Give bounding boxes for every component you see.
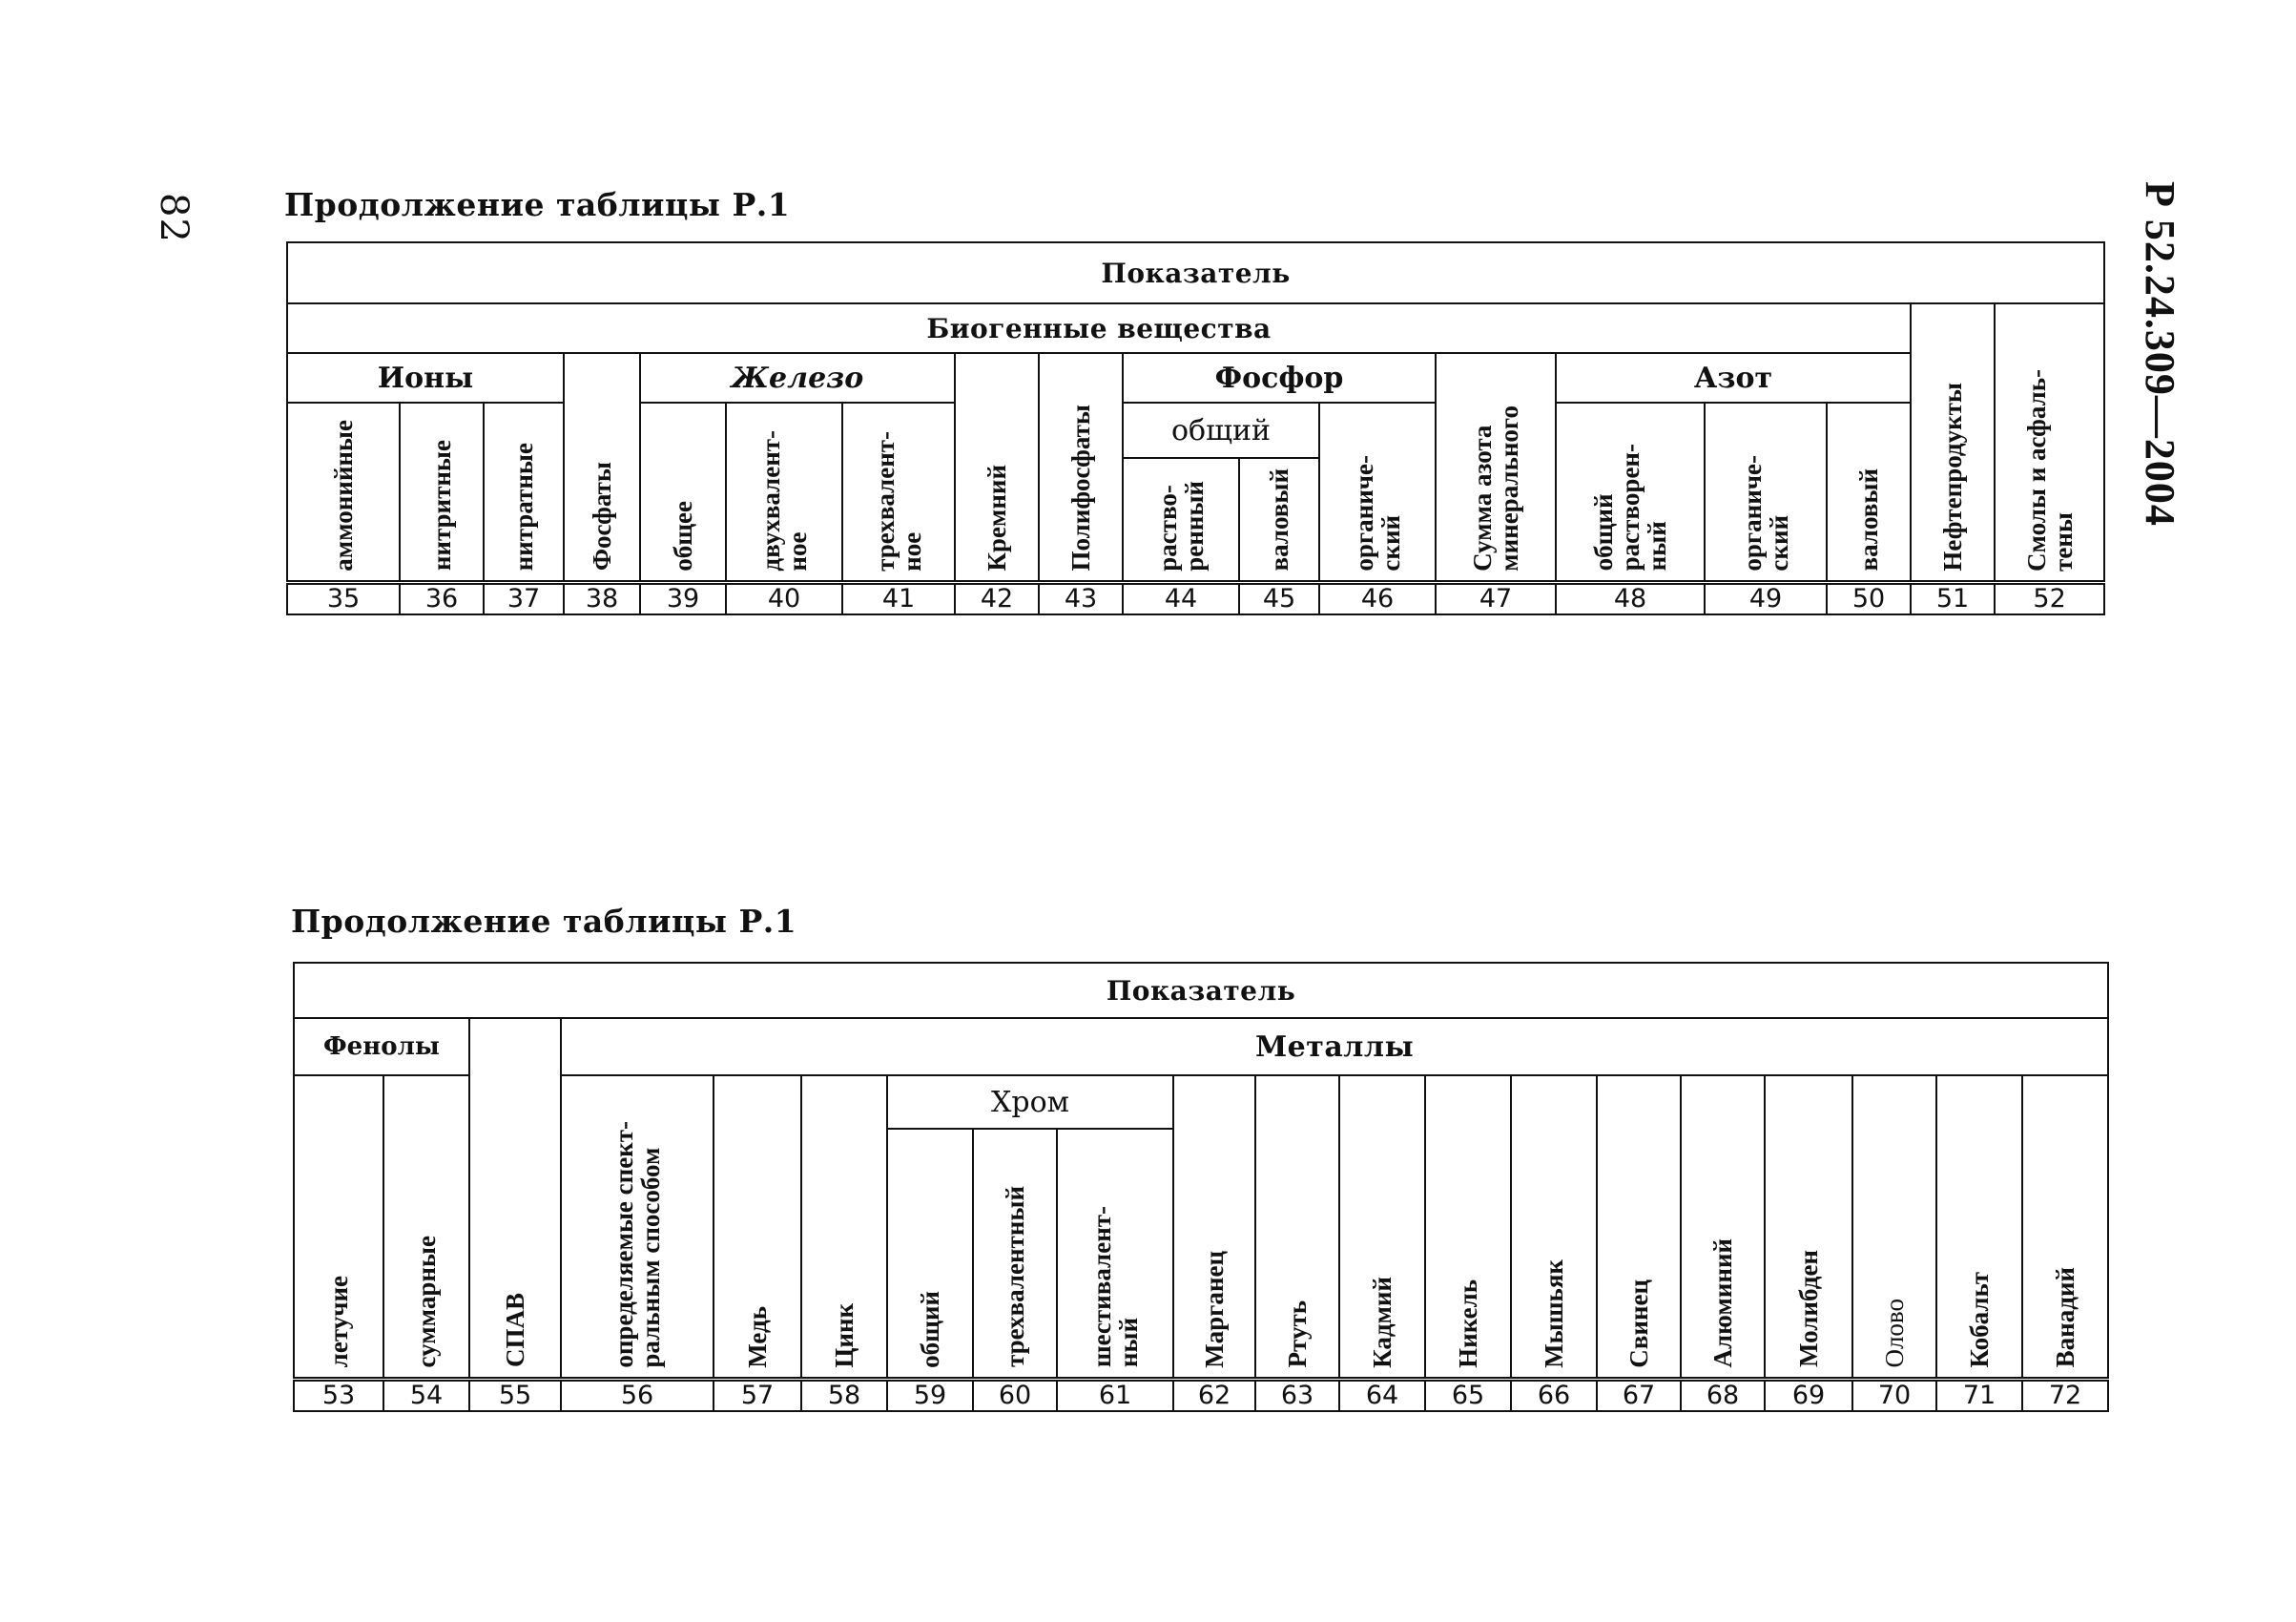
num-72: 72 [2022, 1379, 2108, 1411]
col-62-label: Марганец [1200, 1250, 1229, 1368]
col-61 [1057, 1129, 1173, 1379]
col-65-label: Никель [1454, 1279, 1482, 1368]
num-70: 70 [1852, 1379, 1936, 1411]
col-52-label: Смолы и асфаль- тены [2021, 368, 2078, 572]
col-58 [801, 1075, 887, 1379]
col-64-label: Кадмий [1368, 1276, 1396, 1368]
col-44-label: раство- ренный [1153, 480, 1209, 572]
num-66: 66 [1511, 1379, 1597, 1411]
group-iron: Железо [640, 353, 955, 403]
num-65: 65 [1425, 1379, 1511, 1411]
col-52 [1995, 303, 2104, 582]
col-55-label: СПАВ [501, 1293, 529, 1368]
num-62: 62 [1173, 1379, 1255, 1411]
num-61: 61 [1057, 1379, 1173, 1411]
col-37-label: нитратные [509, 443, 538, 572]
col-36 [400, 403, 484, 582]
num-55: 55 [469, 1379, 561, 1411]
col-55 [469, 1018, 561, 1379]
col-57 [714, 1075, 801, 1379]
num-59: 59 [887, 1379, 973, 1411]
col-47-label: Сумма азота минерального [1468, 405, 1523, 572]
col-38 [564, 353, 640, 582]
num-58: 58 [801, 1379, 887, 1411]
group-ions: Ионы [287, 353, 564, 403]
col-48-label: общий раствoрен- ный [1589, 444, 1671, 572]
table2 [293, 962, 2109, 1412]
col-69 [1765, 1075, 1852, 1379]
col-69-label: Молибден [1794, 1250, 1823, 1368]
col-50-label: валовый [1854, 468, 1883, 572]
col-60-label: трехвалентный [1001, 1186, 1029, 1368]
table1 [286, 241, 2105, 615]
num-64: 64 [1339, 1379, 1425, 1411]
col-46 [1319, 403, 1436, 582]
num-54: 54 [383, 1379, 469, 1411]
num-69: 69 [1765, 1379, 1852, 1411]
col-37 [484, 403, 564, 582]
col-70 [1852, 1075, 1936, 1379]
col-57-label: Медь [743, 1305, 772, 1368]
col-35 [287, 403, 400, 582]
col-43-label: Полифосфаты [1066, 405, 1095, 572]
col-44 [1123, 458, 1239, 582]
col-41 [842, 403, 955, 582]
col-50 [1827, 403, 1911, 582]
col-40 [726, 403, 842, 582]
num-45: 45 [1239, 582, 1319, 614]
col-39 [640, 403, 726, 582]
num-68: 68 [1681, 1379, 1765, 1411]
col-71 [1936, 1075, 2022, 1379]
num-71: 71 [1936, 1379, 2022, 1411]
group-biogenic: Биогенные вещества [287, 303, 1911, 353]
col-59 [887, 1129, 973, 1379]
col-42-label: Кремний [983, 464, 1011, 572]
col-58-label: Цинк [830, 1302, 858, 1368]
col-61-label: шестивалент- ный [1087, 1206, 1143, 1368]
num-57: 57 [714, 1379, 801, 1411]
group-chrome: Хром [887, 1075, 1173, 1129]
col-63-label: Ртуть [1283, 1300, 1312, 1368]
num-67: 67 [1597, 1379, 1681, 1411]
col-68-label: Алюминий [1708, 1237, 1737, 1368]
group-metals: Металлы [561, 1018, 2108, 1075]
num-63: 63 [1255, 1379, 1339, 1411]
num-60: 60 [973, 1379, 1057, 1411]
page-number: 82 [152, 193, 196, 243]
col-41-label: трехвалент- ное [871, 430, 926, 572]
col-53-label: летучие [324, 1276, 353, 1368]
col-64 [1339, 1075, 1425, 1379]
col-47 [1436, 353, 1556, 582]
num-49: 49 [1705, 582, 1827, 614]
group-phenols: Фенолы [294, 1018, 469, 1075]
table1-caption: Продолжение таблицы Р.1 [284, 186, 791, 223]
col-48 [1556, 403, 1705, 582]
num-37: 37 [484, 582, 564, 614]
table2-caption: Продолжение таблицы Р.1 [291, 903, 797, 940]
num-43: 43 [1039, 582, 1123, 614]
col-45 [1239, 458, 1319, 582]
col-42 [955, 353, 1039, 582]
group-phosphorus: Фосфор [1123, 353, 1436, 403]
col-49-label: органиче- ский [1738, 454, 1793, 572]
group-nitrogen: Азот [1556, 353, 1911, 403]
col-62 [1173, 1075, 1255, 1379]
num-46: 46 [1319, 582, 1436, 614]
col-65 [1425, 1075, 1511, 1379]
num-56: 56 [561, 1379, 714, 1411]
col-66 [1511, 1075, 1597, 1379]
col-68 [1681, 1075, 1765, 1379]
document-code: Р 52.24.309—2004 [2137, 181, 2183, 527]
table1-number-row [287, 582, 2104, 614]
num-52: 52 [1995, 582, 2104, 614]
num-47: 47 [1436, 582, 1556, 614]
num-38: 38 [564, 582, 640, 614]
col-72 [2022, 1075, 2108, 1379]
col-54 [383, 1075, 469, 1379]
col-63 [1255, 1075, 1339, 1379]
col-51-label: Нефтепродукты [1938, 382, 1967, 572]
col-71-label: Кобальт [1965, 1271, 1994, 1368]
col-40-label: двухвалент- ное [756, 429, 812, 572]
col-66-label: Мышьяк [1540, 1258, 1568, 1368]
col-49 [1705, 403, 1827, 582]
table1-header: Показатель [287, 242, 2104, 303]
col-54-label: суммарные [412, 1235, 441, 1368]
col-56-label: определяемые спект- ральным способом [610, 1120, 665, 1368]
col-38-label: Фосфаты [588, 462, 616, 572]
num-53: 53 [294, 1379, 383, 1411]
num-44: 44 [1123, 582, 1239, 614]
col-60 [973, 1129, 1057, 1379]
num-36: 36 [400, 582, 484, 614]
table2-number-row [294, 1379, 2108, 1411]
col-67 [1597, 1075, 1681, 1379]
num-51: 51 [1911, 582, 1995, 614]
col-36-label: нитритные [427, 440, 456, 572]
num-42: 42 [955, 582, 1039, 614]
col-51 [1911, 303, 1995, 582]
col-70-label: Олово [1880, 1298, 1909, 1368]
table2-header: Показатель [294, 963, 2108, 1018]
num-39: 39 [640, 582, 726, 614]
col-67-label: Свинец [1624, 1279, 1653, 1368]
col-72-label: Ванадий [2051, 1267, 2080, 1368]
num-40: 40 [726, 582, 842, 614]
sub-phosphorus-total: общий [1123, 403, 1319, 458]
num-41: 41 [842, 582, 955, 614]
col-39-label: общее [669, 500, 697, 572]
num-35: 35 [287, 582, 400, 614]
col-43 [1039, 353, 1123, 582]
num-50: 50 [1827, 582, 1911, 614]
col-59-label: общий [916, 1290, 944, 1368]
col-35-label: аммонийные [329, 419, 358, 572]
col-53 [294, 1075, 383, 1379]
col-46-label: органиче- ский [1350, 454, 1405, 572]
num-48: 48 [1556, 582, 1705, 614]
col-56 [561, 1075, 714, 1379]
col-45-label: валовый [1265, 468, 1293, 572]
